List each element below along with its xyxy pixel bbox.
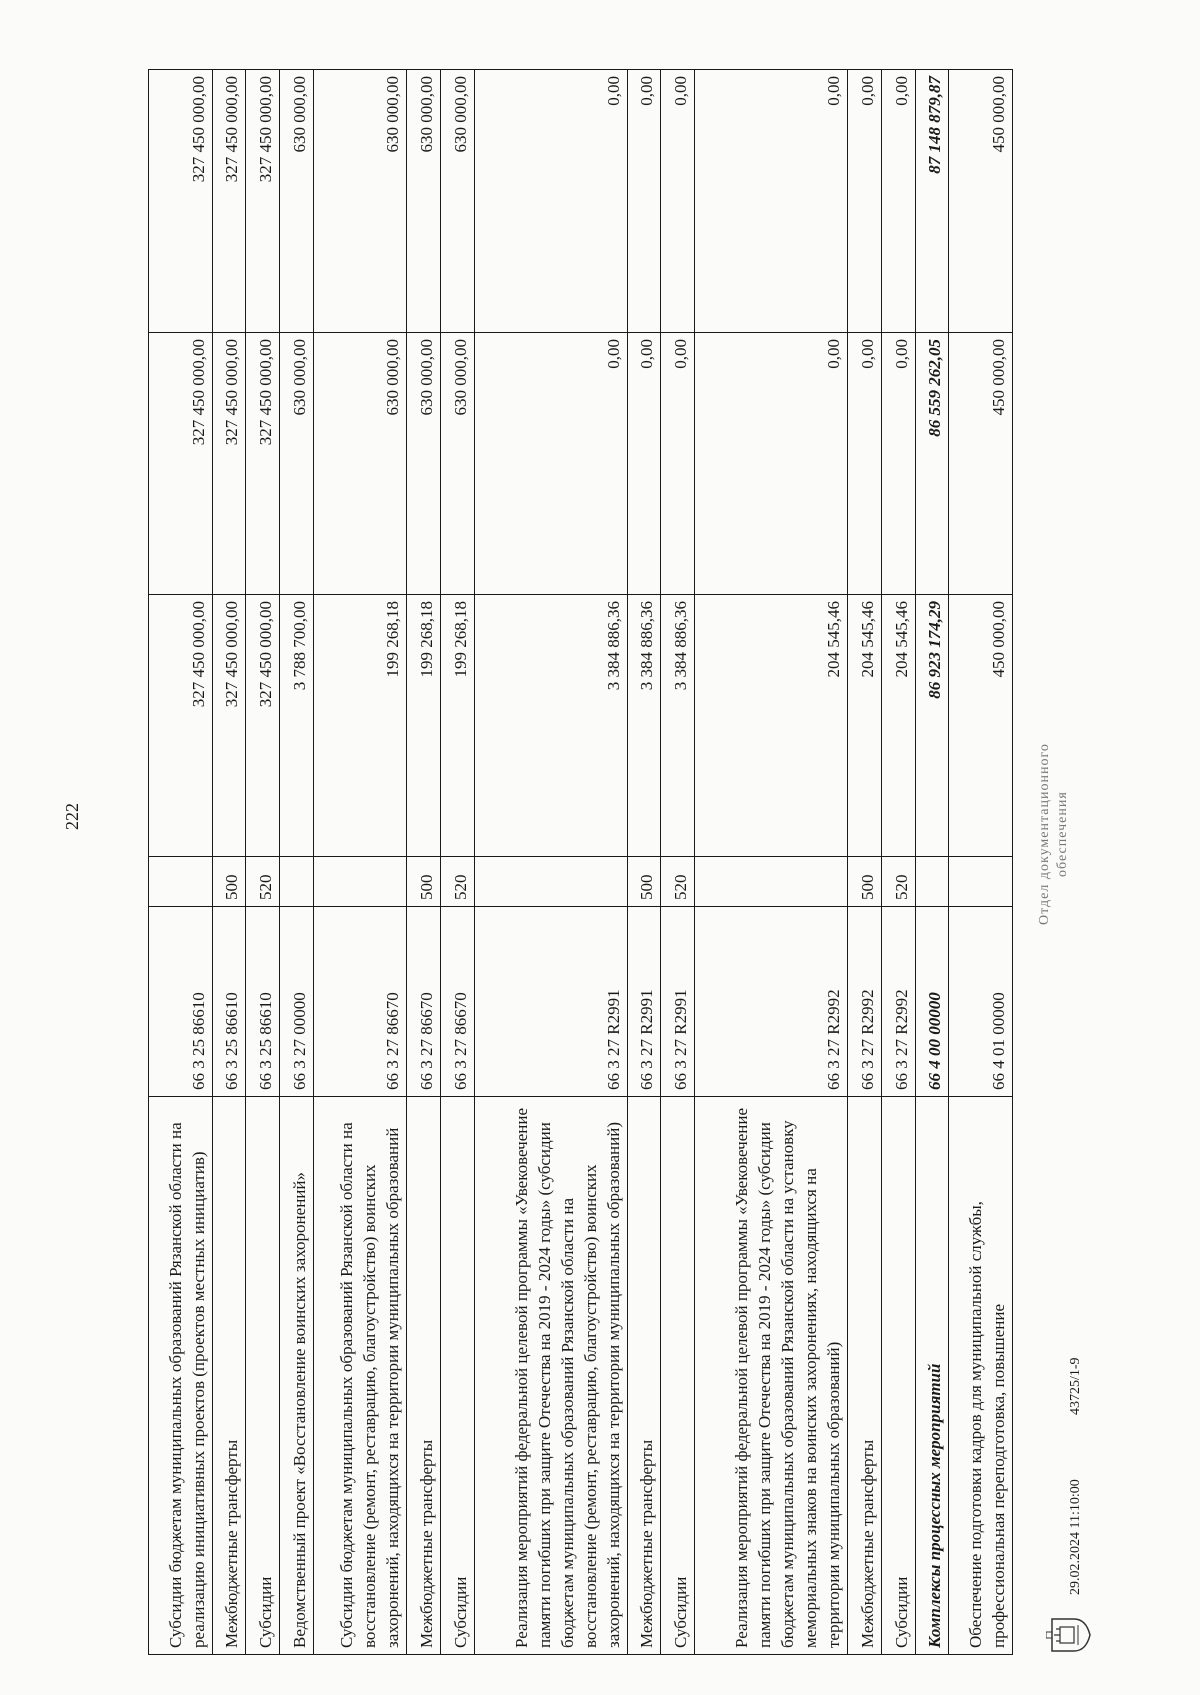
row-amount-2024-cell: 3 384 886,36: [474, 595, 627, 857]
table-row: [881, 70, 915, 1655]
row-amount-2025-cell: 0,00: [661, 333, 695, 595]
row-csr-code-cell: 66 4 01 00000: [949, 907, 1013, 1097]
table-row: [149, 70, 213, 1655]
row-name-cell: Субсидии бюджетам муниципальных образований Рязанской области на восстановление (ремонт, реставрацию, благоустройство) воинских захоронений, находящихся на территории муниципальных образований: [313, 1097, 406, 1655]
row-amount-2025-cell: 0,00: [695, 333, 848, 595]
row-csr-code-cell: 66 3 27 86670: [313, 907, 406, 1097]
table-row: [915, 70, 949, 1655]
footer-document-number: 43725/1-9: [1068, 1357, 1083, 1415]
row-amount-2024-cell: 86 923 174,29: [915, 595, 949, 857]
table-row: [280, 70, 314, 1655]
row-name-cell: Межбюджетные трансферты: [407, 1097, 441, 1655]
row-amount-2026-cell: 630 000,00: [407, 70, 441, 333]
row-amount-2025-cell: 86 559 262,05: [915, 333, 949, 595]
row-amount-2026-cell: 0,00: [695, 70, 848, 333]
row-amount-2025-cell: 327 450 000,00: [212, 333, 246, 595]
row-csr-code-cell: 66 3 27 R2992: [881, 907, 915, 1097]
row-amount-2026-cell: 0,00: [848, 70, 882, 333]
table-row: [313, 70, 406, 1655]
row-amount-2026-cell: 630 000,00: [440, 70, 474, 333]
row-csr-code-cell: 66 3 27 R2992: [848, 907, 882, 1097]
stamp-line-2: обеспечения: [1055, 791, 1071, 877]
row-amount-2026-cell: 630 000,00: [280, 70, 314, 333]
row-csr-code-cell: 66 4 00 00000: [915, 907, 949, 1097]
table-row: [661, 70, 695, 1655]
row-amount-2025-cell: 0,00: [627, 333, 661, 595]
row-name-cell: Субсидии: [246, 1097, 280, 1655]
department-stamp: [1036, 743, 1072, 925]
row-amount-2024-cell: 450 000,00: [949, 595, 1013, 857]
footer-datetime: 29.02.2024 11:10:00: [1068, 1479, 1083, 1595]
row-amount-2024-cell: 204 545,46: [848, 595, 882, 857]
row-csr-code-cell: 66 3 27 R2991: [661, 907, 695, 1097]
row-name-cell: Субсидии: [661, 1097, 695, 1655]
row-name-cell: Межбюджетные трансферты: [627, 1097, 661, 1655]
row-name-cell: Реализация мероприятий федеральной целевой программы «Увековечение памяти погибших при защите Отечества на 2019 - 2024 годы» (субсидии бюджетам муниципальных образований Рязанской области на установку мемориальных знаков на воинских захоронениях, находящихся на территории муниципальных образований): [695, 1097, 848, 1655]
row-amount-2025-cell: 630 000,00: [313, 333, 406, 595]
table-row: [212, 70, 246, 1655]
table-row: [695, 70, 848, 1655]
row-name-cell: Субсидии бюджетам муниципальных образований Рязанской области на реализацию инициативных проектов (проектов местных инициатив): [149, 1097, 213, 1655]
row-vr-code-cell: 520: [440, 857, 474, 907]
rotated-page-content: [148, 70, 1138, 1655]
coat-of-arms-icon: [1046, 1615, 1092, 1655]
row-amount-2024-cell: 3 384 886,36: [627, 595, 661, 857]
row-vr-code-cell: [474, 857, 627, 907]
row-name-cell: Субсидии: [440, 1097, 474, 1655]
row-amount-2025-cell: 450 000,00: [949, 333, 1013, 595]
row-amount-2025-cell: 630 000,00: [407, 333, 441, 595]
row-amount-2024-cell: 3 384 886,36: [661, 595, 695, 857]
row-amount-2026-cell: 327 450 000,00: [149, 70, 213, 333]
row-amount-2026-cell: 87 148 879,87: [915, 70, 949, 333]
row-csr-code-cell: 66 3 27 R2992: [695, 907, 848, 1097]
row-amount-2024-cell: 199 268,18: [407, 595, 441, 857]
table-row: [407, 70, 441, 1655]
row-vr-code-cell: 500: [627, 857, 661, 907]
row-amount-2024-cell: 327 450 000,00: [212, 595, 246, 857]
table-row: [627, 70, 661, 1655]
row-amount-2026-cell: 450 000,00: [949, 70, 1013, 333]
row-amount-2025-cell: 327 450 000,00: [149, 333, 213, 595]
budget-table-body: [149, 70, 1013, 1655]
row-vr-code-cell: 520: [881, 857, 915, 907]
row-vr-code-cell: 520: [246, 857, 280, 907]
row-amount-2026-cell: 0,00: [881, 70, 915, 333]
row-csr-code-cell: 66 3 25 86610: [149, 907, 213, 1097]
row-vr-code-cell: [280, 857, 314, 907]
row-amount-2025-cell: 0,00: [881, 333, 915, 595]
stamp-line-1: Отдел документационного: [1037, 743, 1052, 925]
table-row: [440, 70, 474, 1655]
row-name-cell: Реализация мероприятий федеральной целевой программы «Увековечение памяти погибших при защите Отечества на 2019 - 2024 годы» (субсидии бюджетам муниципальных образований Рязанской области на восстановление (ремонт, реставрацию, благоустройство) воинских захоронений, находящихся на территории муниципальных образований): [474, 1097, 627, 1655]
row-vr-code-cell: [949, 857, 1013, 907]
row-vr-code-cell: 500: [848, 857, 882, 907]
row-amount-2024-cell: 327 450 000,00: [149, 595, 213, 857]
table-row: [474, 70, 627, 1655]
row-amount-2024-cell: 3 788 700,00: [280, 595, 314, 857]
page-footer: [1028, 70, 1138, 1655]
row-amount-2026-cell: 630 000,00: [313, 70, 406, 333]
row-amount-2025-cell: 630 000,00: [440, 333, 474, 595]
table-row: [848, 70, 882, 1655]
row-name-cell: Субсидии: [881, 1097, 915, 1655]
row-name-cell: Комплексы процессных мероприятий: [915, 1097, 949, 1655]
row-csr-code-cell: 66 3 27 86670: [440, 907, 474, 1097]
table-row: [246, 70, 280, 1655]
row-csr-code-cell: 66 3 25 86610: [246, 907, 280, 1097]
row-amount-2025-cell: 327 450 000,00: [246, 333, 280, 595]
table-row: [949, 70, 1013, 1655]
row-vr-code-cell: [313, 857, 406, 907]
row-amount-2026-cell: 327 450 000,00: [212, 70, 246, 333]
row-amount-2024-cell: 199 268,18: [313, 595, 406, 857]
row-amount-2026-cell: 327 450 000,00: [246, 70, 280, 333]
row-vr-code-cell: 520: [661, 857, 695, 907]
row-name-cell: Межбюджетные трансферты: [848, 1097, 882, 1655]
row-amount-2026-cell: 0,00: [661, 70, 695, 333]
row-vr-code-cell: [915, 857, 949, 907]
row-amount-2025-cell: 0,00: [848, 333, 882, 595]
row-name-cell: Обеспечение подготовки кадров для муниципальной службы, профессиональная переподготовка, повышение: [949, 1097, 1013, 1655]
row-vr-code-cell: [149, 857, 213, 907]
row-amount-2026-cell: 0,00: [627, 70, 661, 333]
row-csr-code-cell: 66 3 27 00000: [280, 907, 314, 1097]
row-amount-2024-cell: 204 545,46: [695, 595, 848, 857]
row-csr-code-cell: 66 3 27 R2991: [474, 907, 627, 1097]
row-csr-code-cell: 66 3 27 86670: [407, 907, 441, 1097]
row-csr-code-cell: 66 3 27 R2991: [627, 907, 661, 1097]
row-amount-2025-cell: 0,00: [474, 333, 627, 595]
row-amount-2024-cell: 204 545,46: [881, 595, 915, 857]
row-vr-code-cell: 500: [407, 857, 441, 907]
row-name-cell: Ведомственный проект «Восстановление воинских захоронений»: [280, 1097, 314, 1655]
page-number: 222: [62, 803, 82, 830]
row-amount-2024-cell: 327 450 000,00: [246, 595, 280, 857]
row-amount-2025-cell: 630 000,00: [280, 333, 314, 595]
row-csr-code-cell: 66 3 25 86610: [212, 907, 246, 1097]
row-vr-code-cell: [695, 857, 848, 907]
row-vr-code-cell: 500: [212, 857, 246, 907]
row-amount-2024-cell: 199 268,18: [440, 595, 474, 857]
row-name-cell: Межбюджетные трансферты: [212, 1097, 246, 1655]
row-amount-2026-cell: 0,00: [474, 70, 627, 333]
budget-table: [148, 69, 1013, 1655]
